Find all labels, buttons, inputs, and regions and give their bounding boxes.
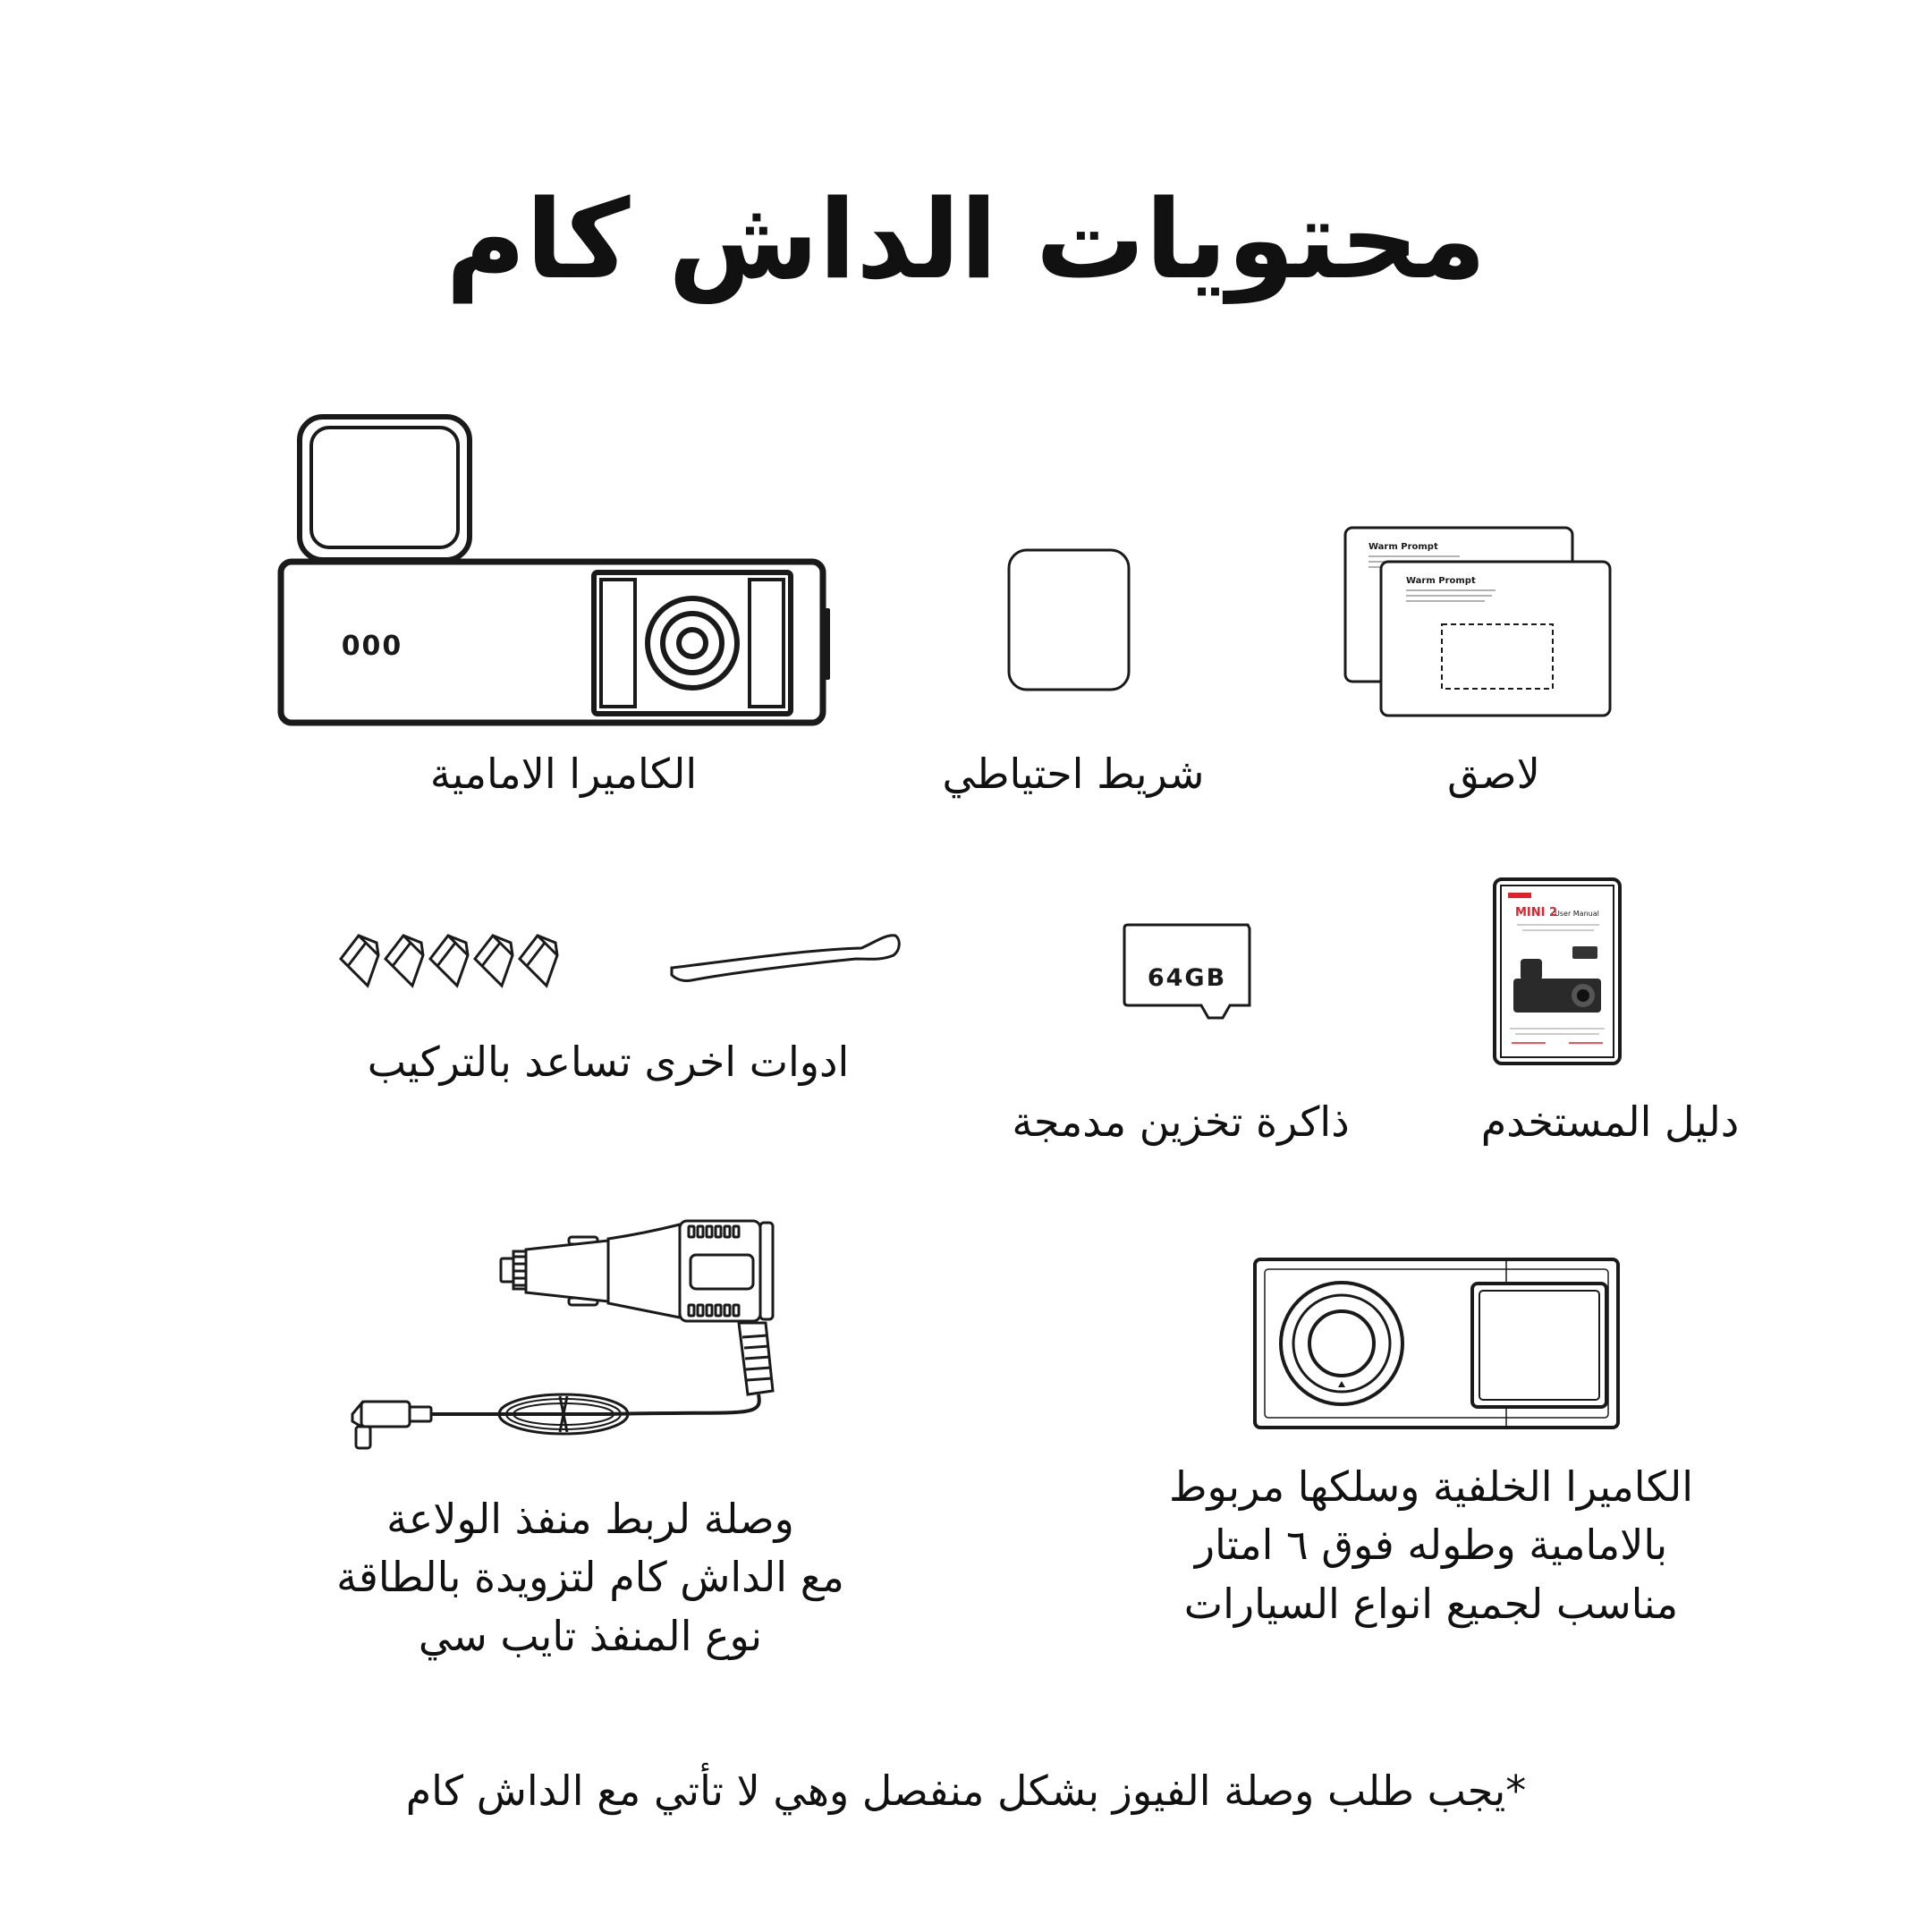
memory-card-label: ذاكرة تخزين مدمجة xyxy=(1012,1097,1350,1146)
page-title: محتويات الداش كام xyxy=(445,176,1487,303)
spare-tape-illustration xyxy=(1006,547,1131,692)
user-manual-cover-subtitle: User Manual xyxy=(1555,910,1599,918)
memory-card-capacity: 64GB xyxy=(1147,964,1227,992)
rear-camera-label xyxy=(1073,1458,1789,1633)
charger-label xyxy=(268,1490,912,1665)
rear-camera-label-line-3: مناسب لجميع انواع السيارات xyxy=(1183,1579,1679,1628)
user-manual-illustration xyxy=(1492,877,1623,1066)
spare-tape-label: شريط احتياطي xyxy=(942,750,1205,798)
pry-tool-illustration xyxy=(666,930,901,986)
memory-card-illustration xyxy=(1123,921,1253,1020)
front-camera-illustration xyxy=(275,413,830,732)
sticker-illustration xyxy=(1343,526,1612,717)
charger-label-line-1: وصلة لربط منفذ الولاعة xyxy=(386,1495,794,1543)
user-manual-cover-title: MINI 2 xyxy=(1515,906,1558,919)
rear-camera-illustration xyxy=(1252,1257,1623,1432)
front-camera-label: الكاميرا الامامية xyxy=(429,750,698,798)
mount-clips-illustration xyxy=(335,930,570,993)
rear-camera-label-line-2: بالامامية وطوله فوق ٦ امتار xyxy=(1194,1521,1668,1570)
sticker-label: لاصق xyxy=(1447,750,1540,798)
sticker-card-title-front: Warm Prompt xyxy=(1406,576,1476,586)
charger-label-line-2: مع الداش كام لتزويدة بالطاقة xyxy=(336,1553,844,1602)
rear-camera-label-line-1: الكاميرا الخلفية وسلكها مربوط xyxy=(1168,1462,1694,1511)
charger-cable-illustration xyxy=(340,1212,805,1480)
front-camera-indicator: 000 xyxy=(341,631,403,662)
install-tools-label: ادوات اخرى تساعد بالتركيب xyxy=(367,1038,850,1086)
charger-label-line-3: نوع المنفذ تايب سي xyxy=(418,1611,763,1660)
user-manual-label: دليل المستخدم xyxy=(1480,1097,1740,1146)
sticker-card-title-back: Warm Prompt xyxy=(1368,542,1438,552)
fuse-note: *يجب طلب وصلة الفيوز بشكل منفصل وهي لا تأتي مع الداش كام xyxy=(405,1767,1527,1815)
